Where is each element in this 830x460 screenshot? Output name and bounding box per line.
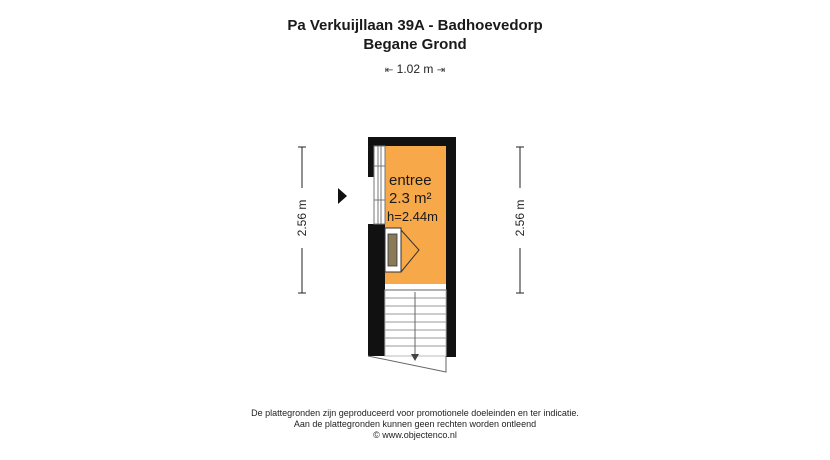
bottom-outline xyxy=(368,356,446,372)
height-dimension-right: 2.56 m xyxy=(513,188,527,248)
copyright-line: © www.objectenco.nl xyxy=(373,430,457,440)
room-ceiling-height: h=2.44m xyxy=(387,209,438,224)
stair-arrow-icon xyxy=(411,354,419,361)
room-area: 2.3 m² xyxy=(389,190,432,207)
entrance-arrow-icon xyxy=(338,188,347,204)
room-name: entree xyxy=(389,172,432,189)
height-dimension-left: 2.56 m xyxy=(295,188,309,248)
plan-floor: Begane Grond xyxy=(363,36,467,53)
staircase xyxy=(385,290,446,358)
arrow-right-icon: ⇥ xyxy=(436,65,446,76)
front-door xyxy=(374,146,385,224)
disclaimer-line-2: Aan de plattegronden kunnen geen rechten worden ontleend xyxy=(293,419,537,429)
plan-address: Pa Verkuijllaan 39A - Badhoevedorp xyxy=(287,17,543,34)
arrow-left-icon: ⇤ xyxy=(384,65,394,76)
width-dimension-label: 1.02 m xyxy=(396,62,434,76)
disclaimer-line-1: De plattegronden zijn geproduceerd voor promotionele doeleinden en ter indicatie. xyxy=(251,408,579,418)
